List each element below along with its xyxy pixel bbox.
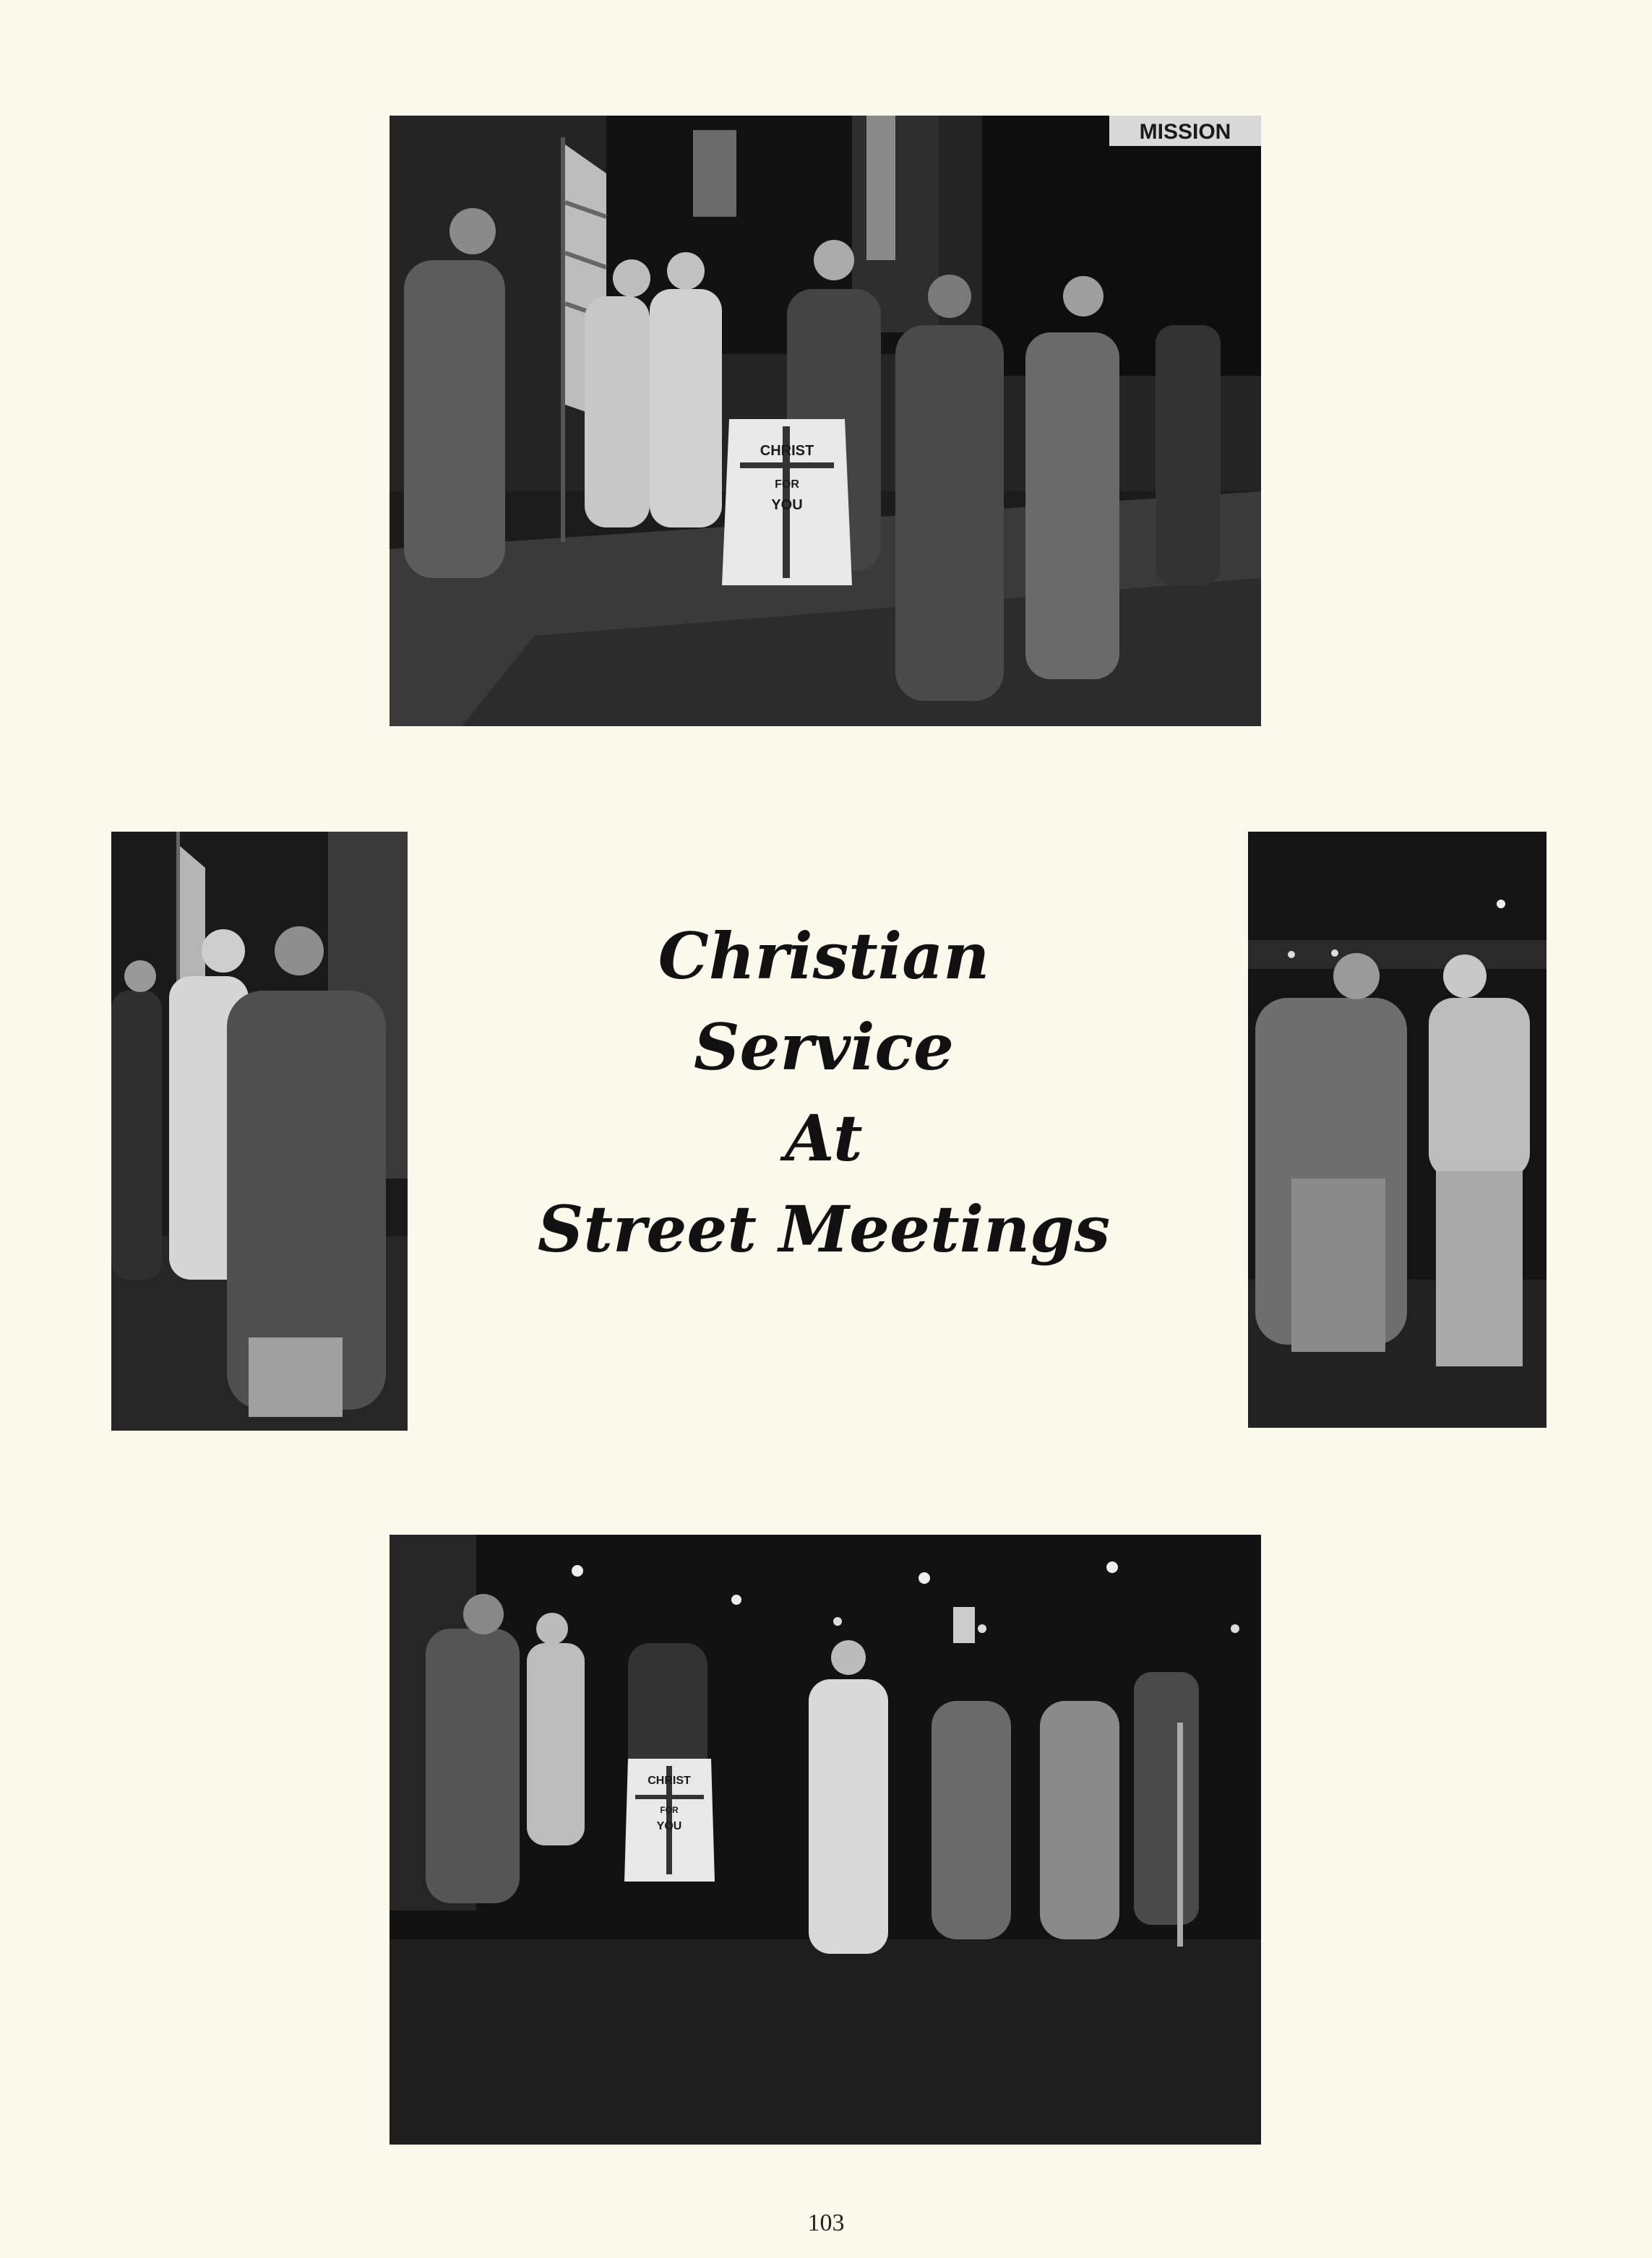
sign-line-for: FOR bbox=[775, 478, 799, 491]
heading-line-at: At bbox=[785, 1100, 863, 1176]
sign-line-you: YOU bbox=[771, 497, 803, 513]
sign-line-for-bottom: FOR bbox=[660, 1805, 679, 1815]
christ-for-you-sign-bottom bbox=[624, 1759, 715, 1882]
photo-street-meeting-top bbox=[390, 116, 1261, 726]
page-number: 103 bbox=[807, 2210, 845, 2236]
sign-line-christ-bottom: CHRIST bbox=[648, 1775, 691, 1787]
photo-street-meeting-left bbox=[111, 832, 408, 1431]
photo-street-meeting-bottom bbox=[390, 1535, 1261, 2145]
page-heading bbox=[463, 910, 1185, 1275]
heading-line-service: Service bbox=[693, 1009, 955, 1085]
photo-street-meeting-right bbox=[1248, 832, 1546, 1428]
mission-sign-text: MISSION bbox=[1139, 120, 1231, 144]
sign-line-you-bottom: YOU bbox=[656, 1820, 682, 1832]
heading-line-christian: Christian bbox=[658, 918, 990, 994]
heading-line-street-meetings: Street Meetings bbox=[537, 1192, 1111, 1267]
christ-for-you-sign bbox=[722, 419, 852, 585]
sign-line-christ: CHRIST bbox=[760, 443, 814, 459]
